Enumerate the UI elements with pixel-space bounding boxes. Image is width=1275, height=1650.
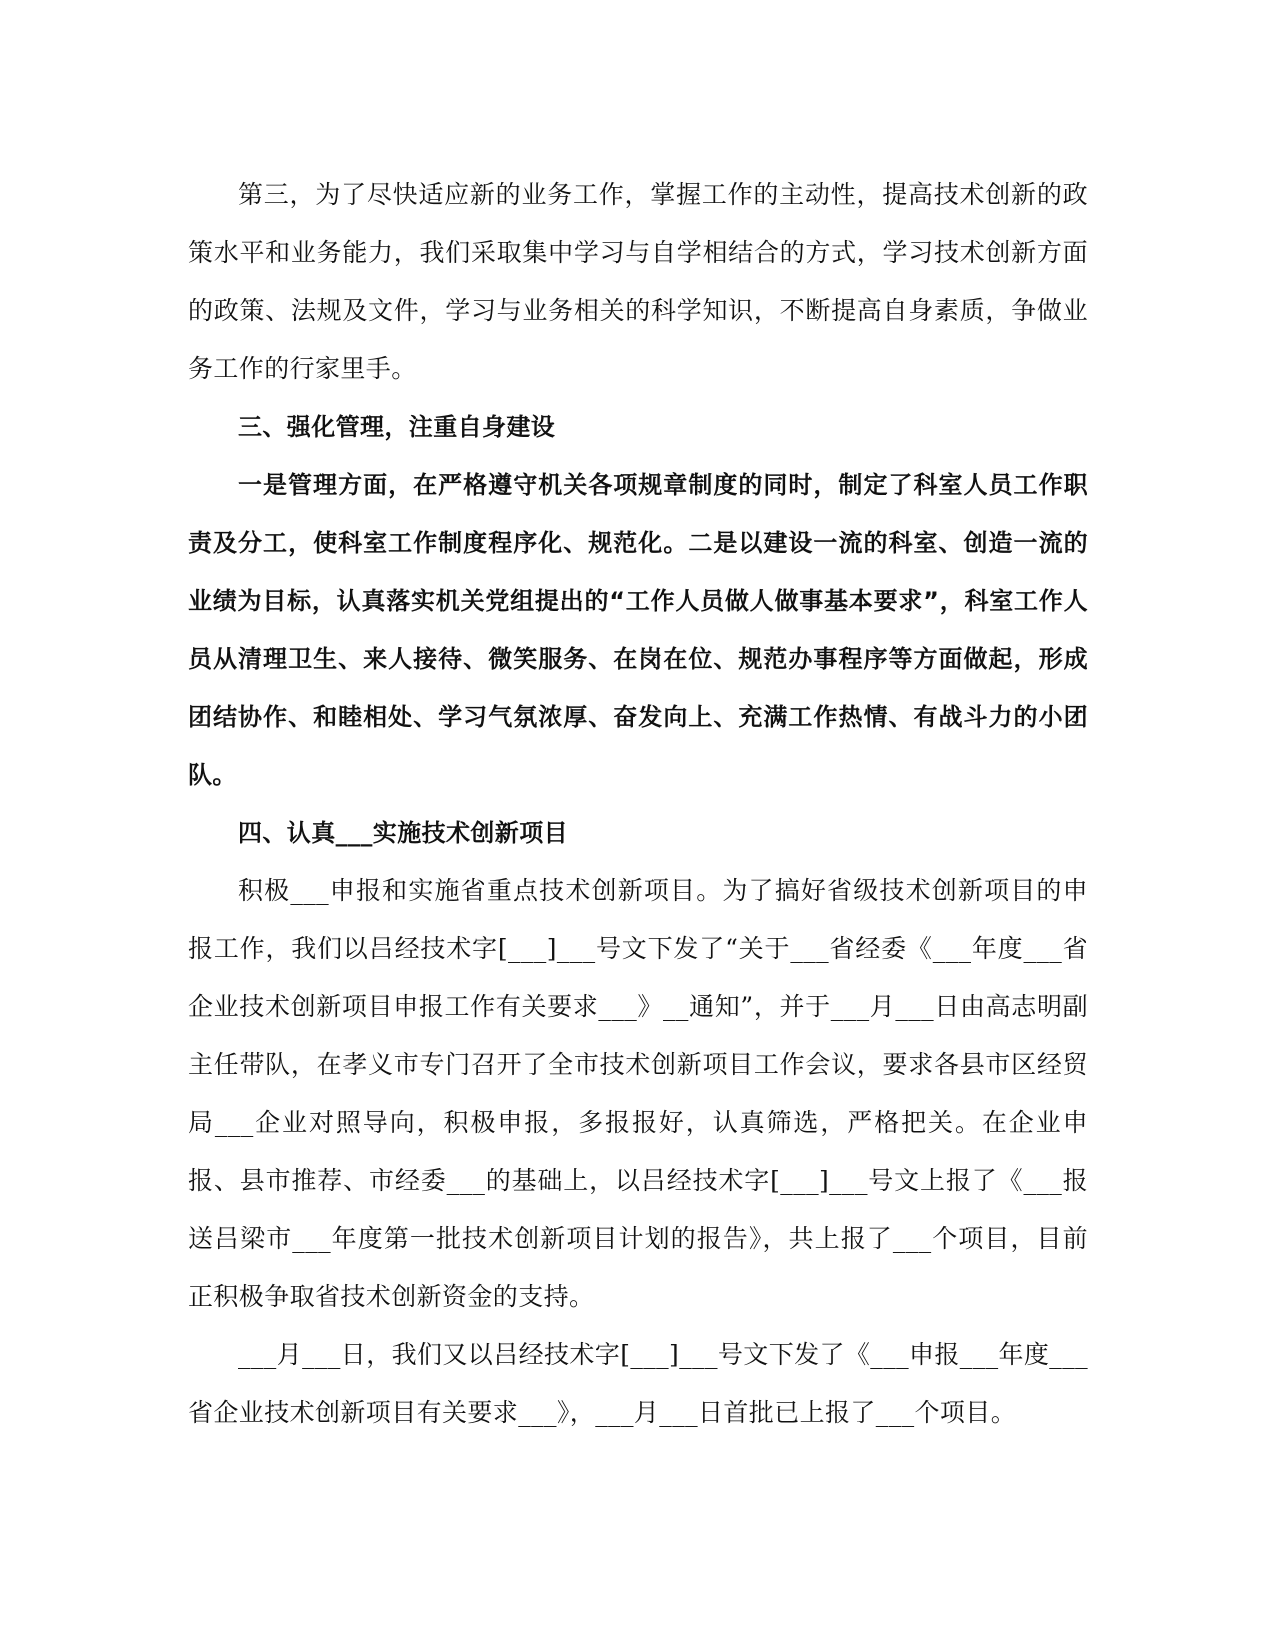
paragraph-learning: 第三，为了尽快适应新的业务工作，掌握工作的主动性，提高技术创新的政策水平和业务能力，我们采取集中学习与自学相结合的方式，学习技术创新方面的政策、法规及文件，学习与业务相关的科学知识，不断提高自身素质，争做业务工作的行家里手。 (188, 180, 1088, 383)
paragraph-management: 一是管理方面，在严格遵守机关各项规章制度的同时，制定了科室人员工作职责及分工，使科室工作制度程序化、规范化。二是以建设一流的科室、创造一流的业绩为目标，认真落实机关党组提出的“工作人员做人做事基本要求”，科室工作人员从清理卫生、来人接待、微笑服务、在岗在位、规范办事程序等方面做起，形成团结协作、和睦相处、学习气氛浓厚、奋发向上、充满工作热情、有战斗力的小团队。 (188, 471, 1088, 789)
section-heading-management: 三、强化管理，注重自身建设 (238, 413, 556, 441)
section-heading-projects: 四、认真___实施技术创新项目 (238, 819, 568, 847)
document-body (188, 166, 1088, 1442)
paragraph-project-followup: ___月___日，我们又以吕经技术字[___]___号文下发了《___申报___年度___省企业技术创新项目有关要求___》，___月___日首批已上报了___个项目。 (188, 1340, 1089, 1427)
paragraph-project-application: 积极___申报和实施省重点技术创新项目。为了搞好省级技术创新项目的申报工作，我们以吕经技术字[___]___号文下发了“关于___省经委《___年度___省企业技术创新项目申报工作有关要求___》__通知”，并于___月___日由高志明副主任带队，在孝义市专门召开了全市技术创新项目工作会议，要求各县市区经贸局___企业对照导向，积极申报，多报报好，认真筛选，严格把关。在企业申报、县市推荐、市经委___的基础上，以吕经技术字[___]___号文上报了《___报送吕梁市___年度第一批技术创新项目计划的报告》，共上报了___个项目，目前正积极争取省技术创新资金的支持。 (188, 876, 1088, 1311)
